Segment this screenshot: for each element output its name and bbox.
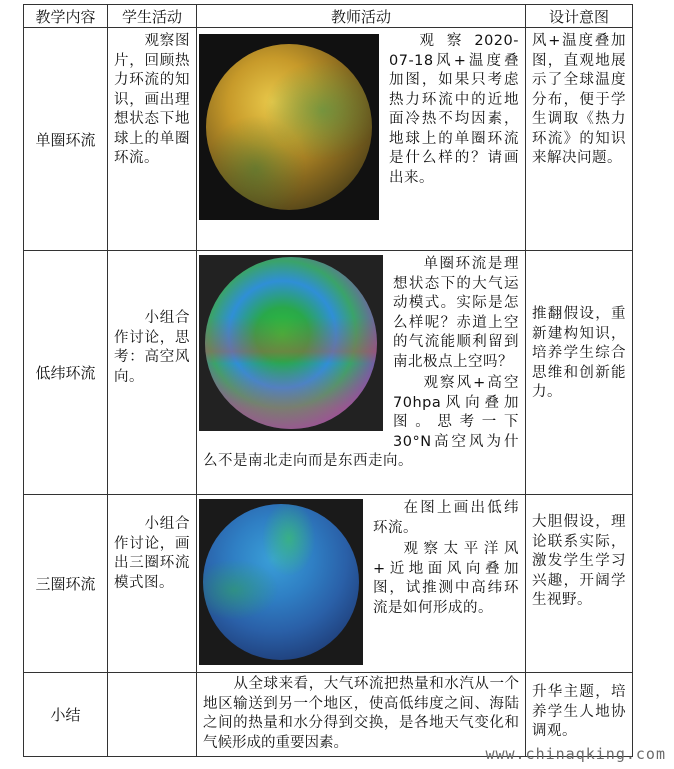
globe-image-high-altitude-wind [199, 255, 383, 431]
globe-image-wind-temperature [199, 34, 379, 220]
row-intent [526, 673, 633, 757]
header-teacher: 教师活动 [197, 5, 526, 28]
row-student [108, 251, 197, 495]
header-topic: 教学内容 [24, 5, 108, 28]
table-row [24, 28, 633, 251]
design-intent-text: 风+温度叠加图，直观地展示了全球温度分布，便于学生调取《热力环流》的知识来解决问题。 [532, 33, 626, 166]
student-activity-text: 小组合作讨论，思考：高空风向。 [114, 310, 190, 385]
row-topic: 单圈环流 [24, 28, 108, 251]
student-activity-text: 小组合作讨论，画出三圈环流模式图。 [114, 516, 190, 591]
row-student [108, 28, 197, 251]
header-row [24, 5, 633, 28]
header-intent: 设计意图 [526, 5, 633, 28]
row-student [108, 673, 197, 757]
row-topic: 三圈环流 [24, 495, 108, 673]
teacher-activity-text: 单圈环流是理想状态下的大气运动模式。实际是怎么样呢？赤道上空的气流能顺利留到南北极点上空吗？ [393, 256, 519, 370]
row-intent [526, 251, 633, 495]
teacher-activity-text: 观察太平洋风+近地面风向叠加图，试推测中高纬环流是如何形成的。 [373, 541, 519, 616]
row-teacher [197, 495, 526, 673]
design-intent-text: 大胆假设，理论联系实际，激发学生学习兴趣，开阔学生视野。 [532, 514, 626, 608]
globe-image-pacific-wind [199, 499, 363, 665]
globe-high-altitude-wind [205, 257, 377, 429]
teacher-activity-text: 观察风+高空70hpa风向叠加图。思考一下30°N高空风为什么不是南北走向而是东西走向。 [203, 375, 519, 469]
teacher-activity-text: 在图上画出低纬环流。 [373, 500, 519, 536]
watermark: www.chinaqking.com [485, 745, 666, 763]
globe-pacific-wind [203, 504, 359, 660]
row-intent [526, 28, 633, 251]
row-student [108, 495, 197, 673]
row-teacher [197, 28, 526, 251]
teacher-activity-text: 从全球来看，大气环流把热量和水汽从一个地区输送到另一个地区，使高低纬度之间、海陆之间的热量和水分得到交换，是各地天气变化和气候形成的重要因素。 [203, 676, 519, 751]
row-intent [526, 495, 633, 673]
table-row [24, 495, 633, 673]
lesson-plan-table [23, 4, 633, 757]
globe-wind-temperature [206, 44, 372, 210]
row-topic: 低纬环流 [24, 251, 108, 495]
row-teacher [197, 673, 526, 757]
table-row [24, 251, 633, 495]
table-row [24, 673, 633, 757]
row-teacher [197, 251, 526, 495]
row-topic: 小结 [24, 673, 108, 757]
teacher-activity-text: 观察2020-07-18风+温度叠加图，如果只考虑热力环流中的近地面冷热不均因素，地球上的单圈环流是什么样的？请画出来。 [389, 33, 519, 186]
student-activity-text: 观察图片，回顾热力环流的知识，画出理想状态下地球上的单圈环流。 [114, 33, 190, 166]
design-intent-text: 推翻假设，重新建构知识，培养学生综合思维和创新能力。 [532, 306, 626, 400]
header-student: 学生活动 [108, 5, 197, 28]
design-intent-text: 升华主题，培养学生人地协调观。 [532, 684, 626, 739]
